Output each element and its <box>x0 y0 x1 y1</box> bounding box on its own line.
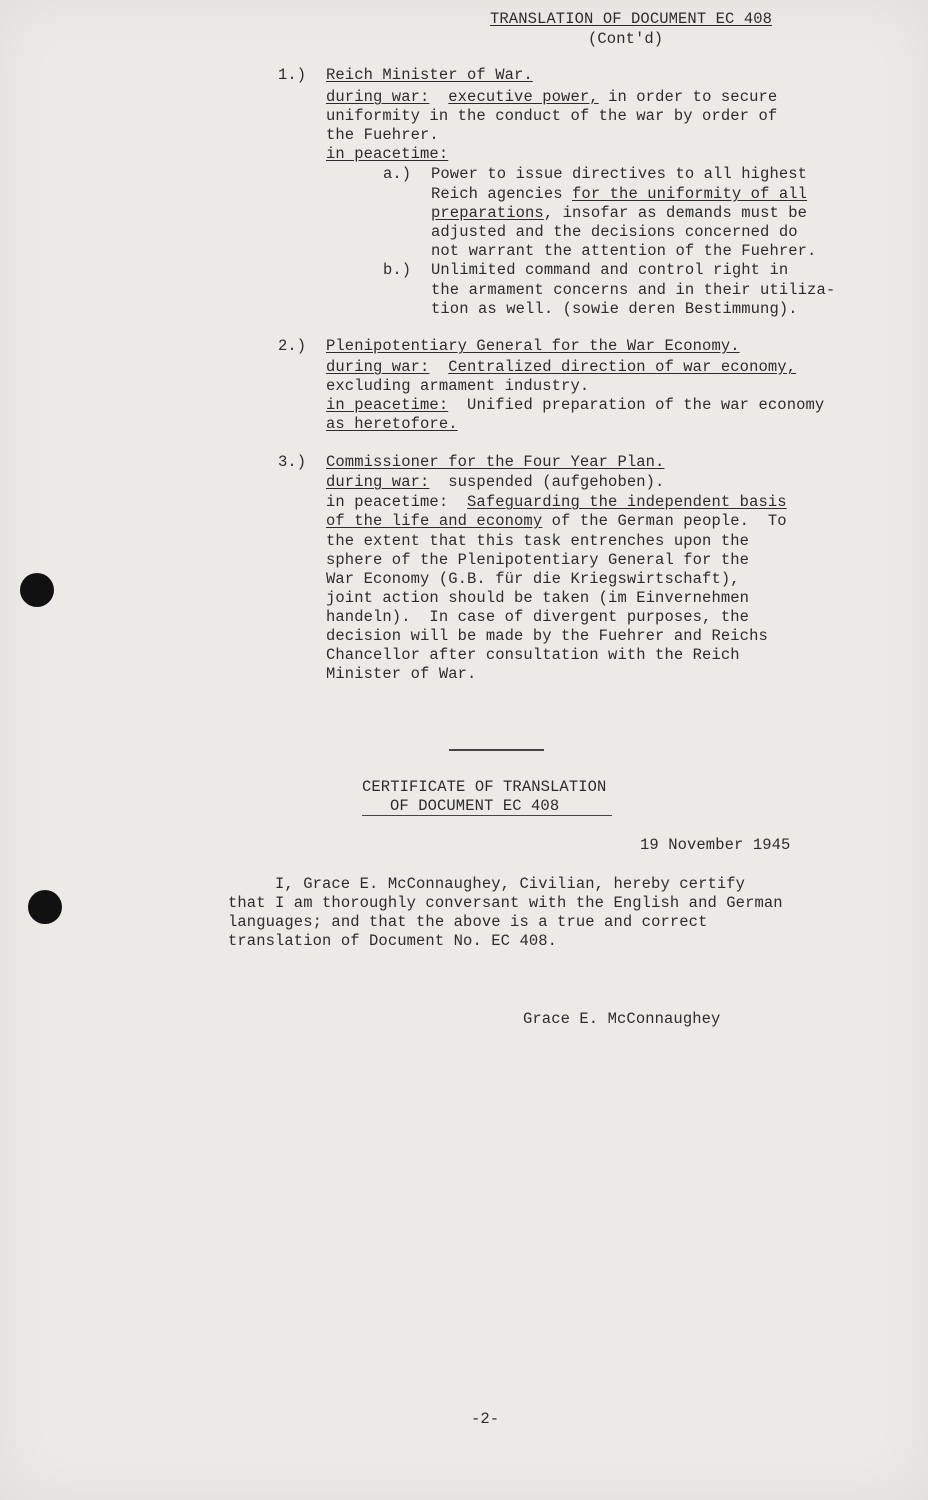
certificate-body-line: languages; and that the above is a true and correct <box>228 913 708 931</box>
underlined-text: Safeguarding the independent basis <box>467 493 787 511</box>
section-title: Reich Minister of War. <box>326 66 533 84</box>
section-line: joint action should be taken (im Einvernehmen <box>326 589 750 607</box>
underlined-text: of the life and economy <box>326 512 543 530</box>
subitem-line: not warrant the attention of the Fuehrer. <box>431 242 817 260</box>
label-in-peacetime: in peacetime: <box>326 145 449 163</box>
line-text: Reich agencies <box>431 185 573 203</box>
line-text: in order to secure <box>598 88 778 106</box>
certificate-body-line: translation of Document No. EC 408. <box>228 932 558 950</box>
subitem-line: tion as well. (sowie deren Bestimmung). <box>431 300 798 318</box>
section-title: Plenipotentiary General for the War Economy. <box>326 337 740 355</box>
section-number: 3.) <box>278 453 307 471</box>
section-line: War Economy (G.B. für die Kriegswirtschaft), <box>326 570 740 588</box>
section-line: sphere of the Plenipotentiary General for the <box>326 551 750 569</box>
certificate-date: 19 November 1945 <box>640 836 791 854</box>
label-in-peacetime: in peacetime: <box>326 396 449 414</box>
section-line <box>326 358 796 378</box>
certificate-title: CERTIFICATE OF TRANSLATION <box>362 778 607 796</box>
section-line: as heretofore. <box>326 415 458 433</box>
section-line: excluding armament industry. <box>326 377 590 395</box>
section-line: Chancellor after consultation with the Reich <box>326 646 740 664</box>
punch-hole-bottom <box>28 890 62 924</box>
section-number: 1.) <box>278 66 307 84</box>
document-title: TRANSLATION OF DOCUMENT EC 408 <box>490 10 773 28</box>
separator-line <box>449 749 544 751</box>
section-line: decision will be made by the Fuehrer and Reichs <box>326 627 768 645</box>
underlined-text: preparations <box>431 204 544 222</box>
subitem-letter: a.) <box>383 165 412 183</box>
certificate-underline <box>362 815 612 816</box>
subitem-line: Unlimited command and control right in <box>431 261 789 279</box>
certificate-body-line: that I am thoroughly conversant with the English and German <box>228 894 783 912</box>
underlined-text: executive power, <box>448 88 599 106</box>
underlined-text: Centralized direction of war economy, <box>448 358 797 376</box>
line-text: Unified preparation of the war economy <box>448 396 825 414</box>
section-line: the extent that this task entrenches upon the <box>326 532 750 550</box>
section-line <box>326 512 787 532</box>
label-during-war: during war: <box>326 88 430 106</box>
line-text: in peacetime: <box>326 493 468 511</box>
line-text: of the German people. To <box>542 512 787 530</box>
subitem-line: Power to issue directives to all highest <box>431 165 808 183</box>
section-line <box>326 473 664 493</box>
section-line: the Fuehrer. <box>326 126 439 144</box>
subitem-letter: b.) <box>383 261 412 279</box>
label-during-war: during war: <box>326 473 430 491</box>
line-text: , insofar as demands must be <box>543 204 808 222</box>
section-number: 2.) <box>278 337 307 355</box>
page-number: -2- <box>471 1410 500 1428</box>
section-line <box>326 88 777 108</box>
section-title: Commissioner for the Four Year Plan. <box>326 453 665 471</box>
underlined-text: for the uniformity of all <box>572 185 808 203</box>
document-subtitle: (Cont'd) <box>588 30 664 48</box>
subitem-line <box>431 204 807 224</box>
section-line: uniformity in the conduct of the war by order of <box>326 107 778 125</box>
punch-hole-top <box>20 573 54 607</box>
section-line <box>326 396 824 416</box>
label-during-war: during war: <box>326 358 430 376</box>
certificate-body-line: I, Grace E. McConnaughey, Civilian, hereby certify <box>275 875 746 893</box>
subitem-line: adjusted and the decisions concerned do <box>431 223 798 241</box>
subitem-line <box>431 185 807 205</box>
signature: Grace E. McConnaughey <box>523 1010 721 1028</box>
section-line: handeln). In case of divergent purposes, the <box>326 608 750 626</box>
line-text: suspended (aufgehoben). <box>429 473 665 491</box>
section-line: Minister of War. <box>326 665 477 683</box>
section-line <box>326 493 787 513</box>
subitem-line: the armament concerns and in their utiliza- <box>431 281 836 299</box>
certificate-subtitle: OF DOCUMENT EC 408 <box>390 797 560 815</box>
